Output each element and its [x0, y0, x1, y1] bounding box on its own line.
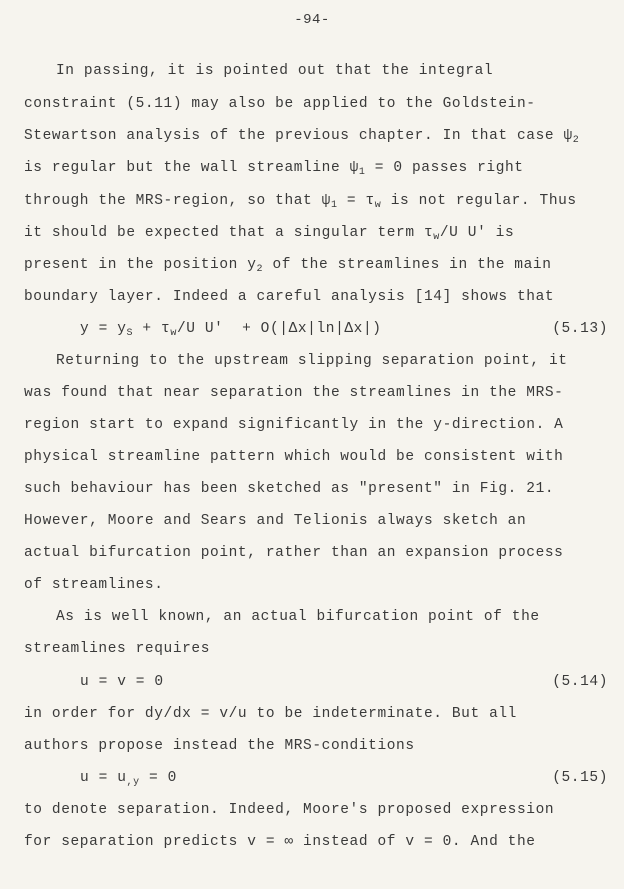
paragraph-2-line-6: However, Moore and Sears and Telionis always sketch an — [24, 513, 527, 529]
paragraph-2-line-7: actual bifurcation point, rather than an expansion process — [24, 545, 564, 561]
paragraph-2-line-2: was found that near separation the streamlines in the MRS- — [24, 385, 564, 401]
paragraph-5-line-1: to denote separation. Indeed, Moore's proposed expression — [24, 802, 555, 818]
paragraph-1-line-8: boundary layer. Indeed a careful analysis [14] shows that — [24, 289, 555, 305]
paragraph-2-line-4: physical streamline pattern which would be consistent with — [24, 449, 564, 465]
paragraph-1-line-3: Stewartson analysis of the previous chapter. In that case $\psi_2$ — [24, 128, 580, 146]
paragraph-3-line-2: streamlines requires — [24, 641, 211, 657]
paragraph-4-line-1: in order for dy/dx = v/u to be indeterminate. But all — [24, 706, 517, 722]
paragraph-1-line-6: it should be expected that a singular term $\tau_w/U$ U' is — [24, 225, 515, 243]
paragraph-2-line-5: such behaviour has been sketched as "present" in Fig. 21. — [24, 481, 555, 497]
equation-5-13: $y = y_S + \tau_w/U$ U' + O(|Δx|ln|Δx|) — [80, 321, 382, 339]
paragraph-1-line-7: present in the position $y_2$ of the streamlines in the main — [24, 257, 552, 275]
paragraph-1-line-1: In passing, it is pointed out that the integral — [56, 63, 494, 79]
paragraph-1-line-5: through the MRS-region, so that $\psi_1 = \tau_w$ is not regular. Thus — [24, 193, 577, 211]
equation-number-5-13: (5.13) — [552, 321, 608, 337]
paragraph-2-line-1: Returning to the upstream slipping separation point, it — [56, 353, 568, 369]
paragraph-5-line-2: for separation predicts v = ∞ instead of v = 0. And the — [24, 834, 536, 850]
paragraph-2-line-3: region start to expand significantly in the y-direction. A — [24, 417, 564, 433]
equation-number-5-14: (5.14) — [552, 674, 608, 690]
paragraph-3-line-1: As is well known, an actual bifurcation point of the — [56, 609, 540, 625]
equation-5-14: u = v = 0 — [80, 674, 164, 690]
equation-5-15: $u = u_{,y} = 0$ — [80, 770, 177, 788]
page-number: -94- — [294, 12, 330, 28]
equation-number-5-15: (5.15) — [552, 770, 608, 786]
paragraph-4-line-2: authors propose instead the MRS-conditions — [24, 738, 415, 754]
paragraph-1-line-4: is regular but the wall streamline $\psi_1 = 0$ passes right — [24, 160, 524, 178]
paragraph-2-line-8: of streamlines. — [24, 577, 164, 593]
paragraph-1-line-2: constraint (5.11) may also be applied to the Goldstein- — [24, 96, 536, 112]
